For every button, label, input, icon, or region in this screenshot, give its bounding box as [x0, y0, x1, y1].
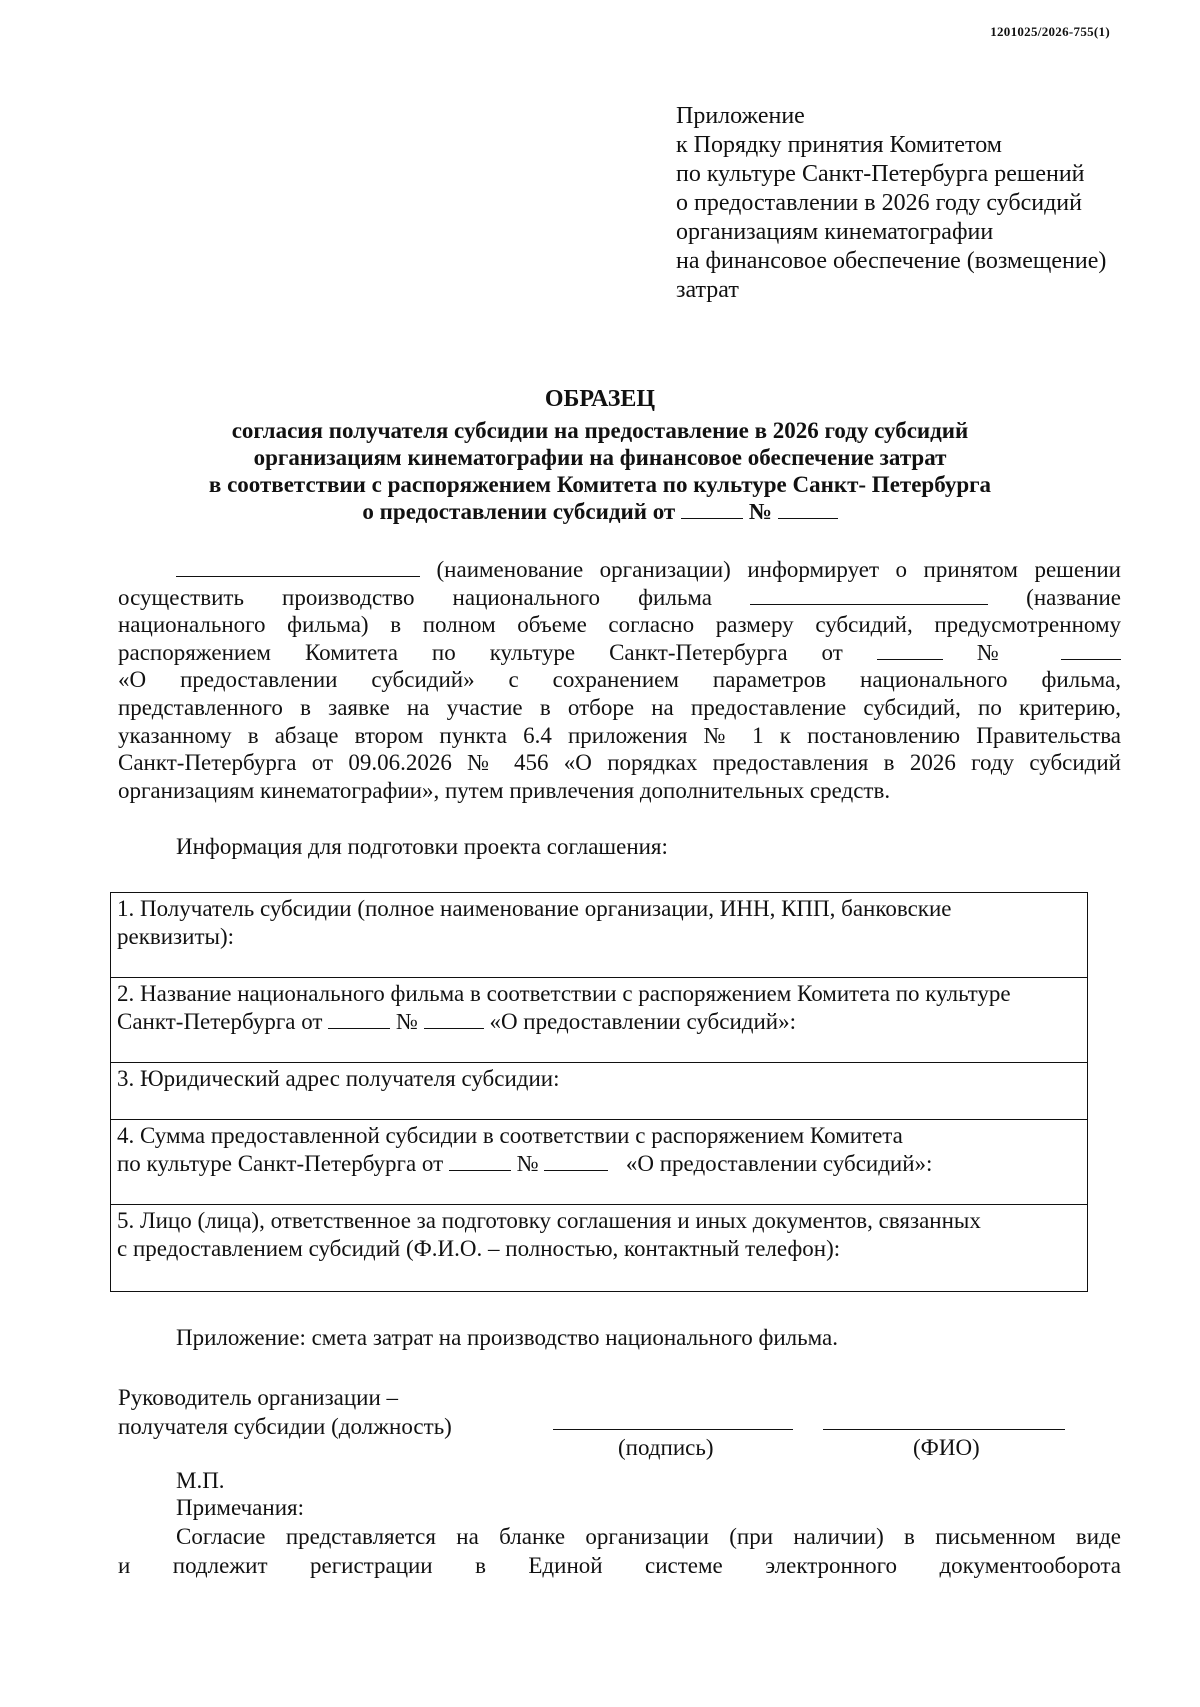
- appendix-line: на финансовое обеспечение (возмещение): [676, 248, 1107, 274]
- date-blank: [877, 641, 943, 660]
- stamp-place: М.П.: [176, 1468, 225, 1493]
- appendix-line: по культуре Санкт-Петербурга решений: [676, 161, 1085, 187]
- title-line: [100, 498, 1100, 525]
- signatory-role: Руководитель организации – получателя субсидии (должность): [118, 1385, 452, 1439]
- body-paragraph: [118, 556, 1121, 804]
- notes-line: и подлежит регистрации в Единой системе электронного документооборота: [118, 1553, 1121, 1578]
- info-row: 4. Сумма предоставленной субсидии в соответствии с распоряжением Комитета по культуре Санкт-Петербурга от № «О предоставлении субсидий»:: [111, 1119, 1087, 1204]
- notes-line: Согласие представляется на бланке организации (при наличии) в письменном виде: [176, 1524, 1121, 1549]
- info-row: 3. Юридический адрес получателя субсидии:: [111, 1062, 1087, 1119]
- title-line: в соответствии с распоряжением Комитета по культуре Санкт- Петербурга: [208, 472, 992, 497]
- name-line: [823, 1429, 1065, 1430]
- body-line: организациям кинематографии», путем привлечения дополнительных средств.: [118, 777, 891, 803]
- info-row: 2. Название национального фильма в соответствии с распоряжением Комитета по культуре Санкт-Петербурга от № «О предоставлении субсидий»:: [111, 977, 1087, 1062]
- body-line: «О предоставлении субсидий» с сохранением параметров национального фильма,: [118, 667, 1121, 693]
- signature-caption: (подпись): [618, 1435, 714, 1460]
- info-heading: Информация для подготовки проекта соглашения:: [176, 834, 668, 859]
- org-name-blank: [176, 558, 420, 577]
- title-heading: ОБРАЗЕЦ: [544, 386, 656, 412]
- title-line: согласия получателя субсидии на предоставление в 2026 году субсидий: [231, 418, 969, 443]
- appendix-header: [676, 102, 1156, 305]
- date-blank: [681, 500, 743, 519]
- date-blank: [449, 1152, 511, 1171]
- number-blank: [778, 500, 838, 519]
- body-line: распоряжением Комитета по культуре Санкт-Петербурга от №: [118, 639, 1121, 667]
- notes-text: [118, 1522, 1121, 1580]
- body-line: Санкт-Петербурга от 09.06.2026 № 456 «О порядках предоставления в 2026 году субсидий: [118, 750, 1121, 776]
- number-blank: [1061, 641, 1121, 660]
- date-blank: [328, 1010, 390, 1029]
- number-blank: [544, 1152, 608, 1171]
- body-line: (наименование организации) информирует о принятом решении: [118, 556, 1121, 584]
- name-caption: (ФИО): [913, 1435, 980, 1460]
- appendix-line: Приложение: [676, 103, 805, 129]
- body-line: осуществить производство национального фильма (название: [118, 584, 1122, 610]
- appendix-line: затрат: [676, 277, 739, 303]
- title-line-text: о предоставлении субсидий от: [362, 499, 676, 524]
- body-line: представленного в заявке на участие в отборе на предоставление субсидий, по критерию,: [118, 694, 1121, 720]
- body-line: национального фильма) в полном объеме согласно размеру субсидий, предусмотренному: [118, 612, 1121, 638]
- film-name-blank: [750, 586, 988, 605]
- notes-title: Примечания:: [176, 1495, 304, 1520]
- number-blank: [424, 1010, 484, 1029]
- title-line: организациям кинематографии на финансовое обеспечение затрат: [253, 445, 947, 470]
- appendix-line: о предоставлении в 2026 году субсидий: [676, 190, 1082, 216]
- info-row: 1. Получатель субсидии (полное наименование организации, ИНН, КПП, банковские реквизиты):: [117, 896, 952, 949]
- info-table: [110, 892, 1088, 1292]
- document-number: 1201025/2026-755(1): [990, 24, 1110, 39]
- signature-line: [553, 1429, 793, 1430]
- body-line: указанному в абзаце втором пункта 6.4 приложения № 1 к постановлению Правительства: [118, 722, 1121, 748]
- document-title: [100, 386, 1100, 525]
- appendix-line: организациям кинематографии: [676, 219, 994, 245]
- annex-note: Приложение: смета затрат на производство национального фильма.: [176, 1325, 838, 1350]
- info-row: 5. Лицо (лица), ответственное за подготовку соглашения и иных документов, связанных с предоставлением субсидий (Ф.И.О. – полностью, контактный телефон):: [111, 1204, 1087, 1291]
- number-sign: №: [748, 499, 772, 524]
- appendix-line: к Порядку принятия Комитетом: [676, 132, 1002, 158]
